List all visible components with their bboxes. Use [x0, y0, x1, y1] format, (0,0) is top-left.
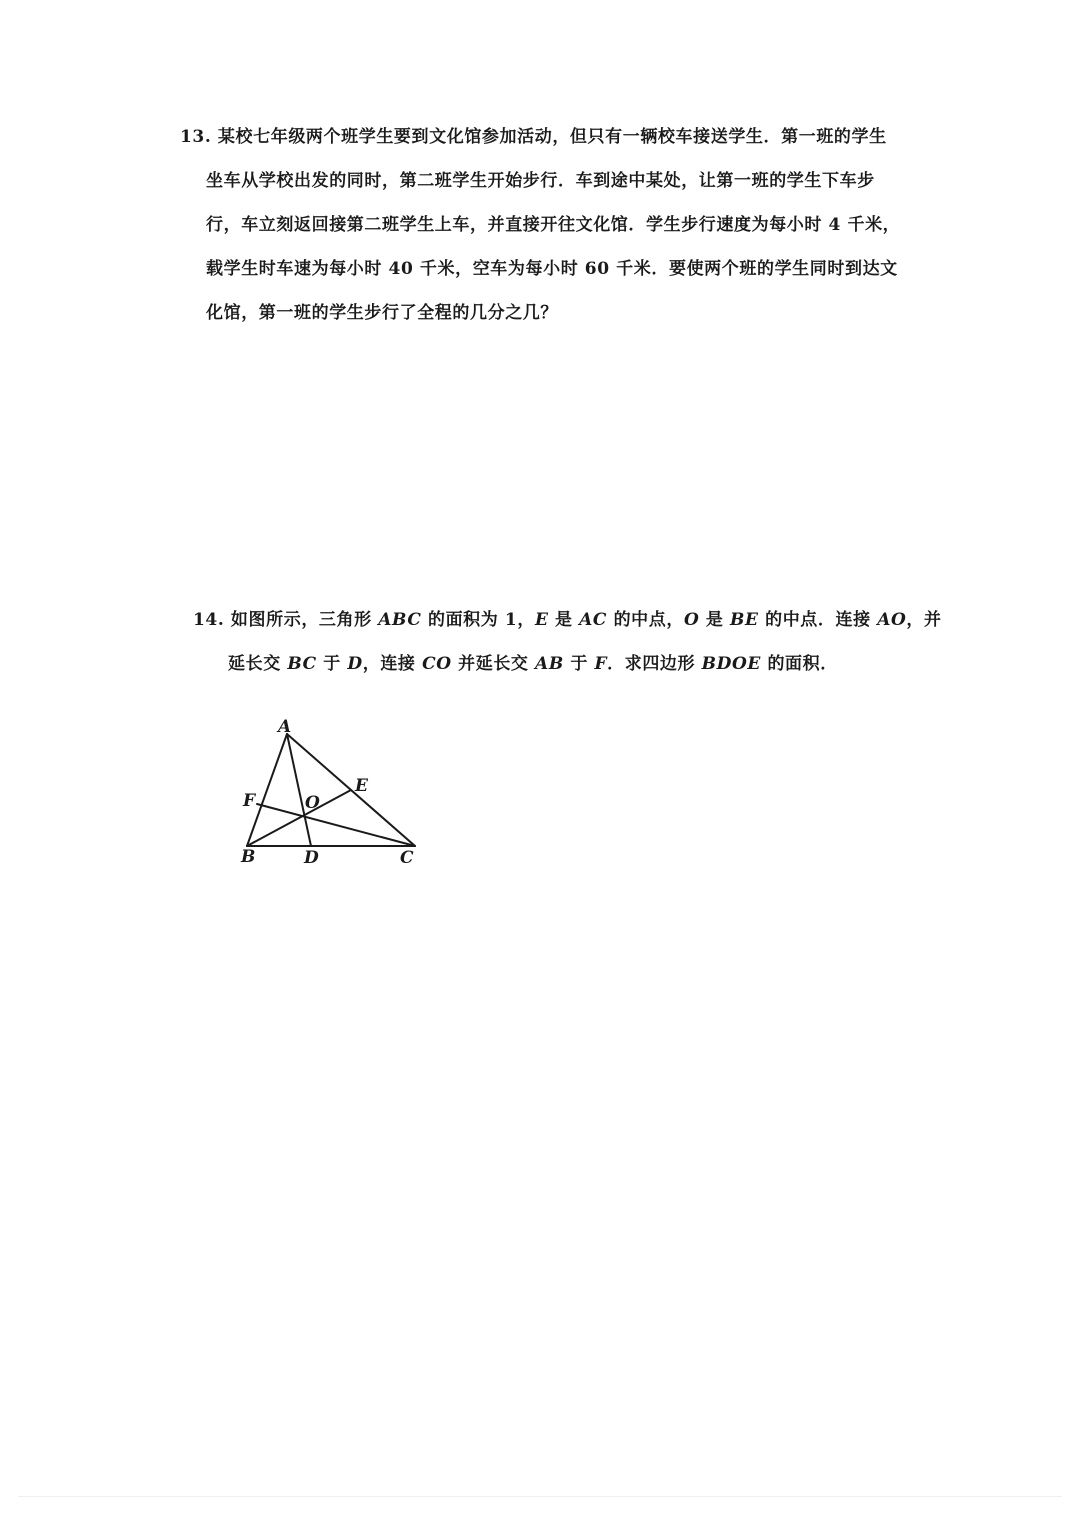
problem-14-text: 是	[548, 610, 580, 630]
math-var: O	[683, 610, 700, 630]
problem-14-line-2	[193, 642, 942, 686]
problem-14-text: 如图所示，三角形	[230, 610, 379, 630]
label-O: O	[305, 793, 320, 813]
label-D: D	[304, 848, 319, 868]
problem-14-number: 14.	[193, 610, 225, 630]
problem-14-text: 于	[563, 654, 595, 674]
math-var: ABC	[378, 610, 422, 630]
math-var: AB	[535, 654, 564, 674]
math-var: AO	[877, 610, 907, 630]
problem-13-line-4: 载学生时车速为每小时 40 千米，空车为每小时 60 千米．要使两个班的学生同时到达文	[206, 259, 898, 279]
math-var: CO	[422, 654, 452, 674]
label-A: A	[278, 717, 292, 737]
problem-14-line-1	[193, 598, 942, 642]
problem-14-text: 的面积．	[760, 654, 838, 674]
problem-14-text: ，并	[906, 610, 942, 630]
problem-14-text: 的面积为 1，	[421, 610, 535, 630]
problem-14	[193, 598, 942, 686]
label-C: C	[400, 848, 414, 868]
math-var: BC	[287, 654, 317, 674]
segment-BE	[247, 790, 351, 846]
math-var: AC	[579, 610, 608, 630]
math-var: D	[347, 654, 363, 674]
problem-13-line-3: 行，车立刻返回接第二班学生上车，并直接开往文化馆．学生步行速度为每小时 4 千米，	[206, 215, 901, 235]
problem-14-text: 于	[316, 654, 348, 674]
math-var: F	[594, 654, 608, 674]
problem-14-text: 延长交	[228, 654, 288, 674]
problem-13-number: 13.	[180, 127, 212, 147]
problem-14-text: ．求四边形	[607, 654, 702, 674]
problem-13-line-2: 坐车从学校出发的同时，第二班学生开始步行．车到途中某处，让第一班的学生下车步	[206, 171, 875, 191]
problem-13-text-1: 某校七年级两个班学生要到文化馆参加活动，但只有一辆校车接送学生．第一班的学生	[217, 127, 887, 147]
problem-14-text: 的中点，	[607, 610, 684, 630]
label-B: B	[241, 847, 256, 867]
problem-14-text: 的中点．连接	[758, 610, 878, 630]
math-var: BDOE	[701, 654, 761, 674]
triangle-figure	[225, 712, 425, 872]
math-var: BE	[730, 610, 759, 630]
problem-14-text: 并延长交	[451, 654, 536, 674]
page-bottom-rule	[18, 1496, 1062, 1497]
problem-13	[180, 115, 900, 335]
math-var: E	[534, 610, 549, 630]
problem-14-text: 是	[699, 610, 731, 630]
segment-AB	[247, 734, 287, 846]
label-E: E	[355, 776, 368, 796]
problem-13-line-5: 化馆，第一班的学生步行了全程的几分之几？	[206, 303, 558, 323]
label-F: F	[243, 791, 256, 811]
problem-14-text: ，连接	[362, 654, 423, 674]
problem-13-line-1	[180, 115, 900, 159]
